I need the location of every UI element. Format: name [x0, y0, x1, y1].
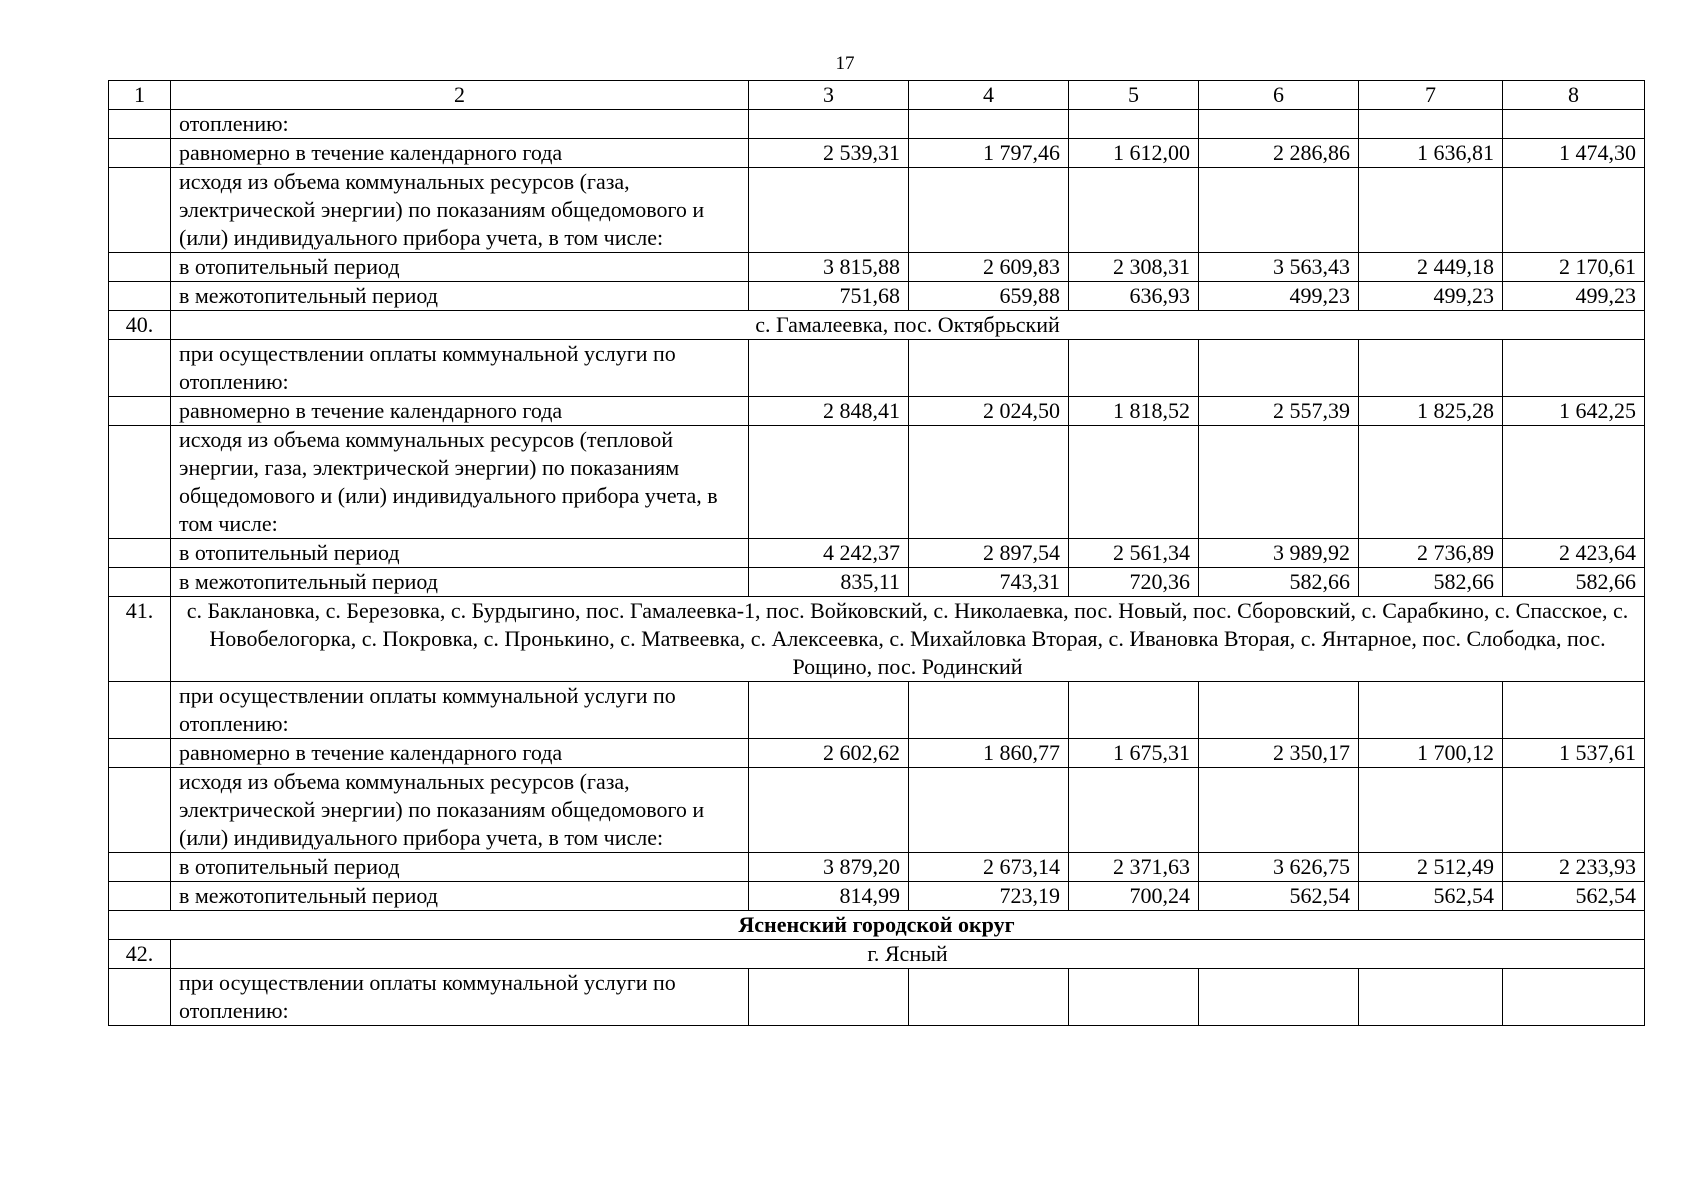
- value-cell: [1069, 110, 1199, 139]
- value-cell: 700,24: [1069, 882, 1199, 911]
- value-cell: 835,11: [749, 568, 909, 597]
- value-cell: 582,66: [1359, 568, 1503, 597]
- value-cell: 1 537,61: [1503, 739, 1645, 768]
- page-number: 17: [835, 53, 855, 74]
- row-description: в отопительный период: [171, 253, 749, 282]
- value-cell: [1199, 682, 1359, 739]
- value-cell: [1199, 340, 1359, 397]
- row-number-cell: [109, 340, 171, 397]
- district-row: [109, 911, 1645, 940]
- value-cell: [1199, 110, 1359, 139]
- value-cell: 582,66: [1503, 568, 1645, 597]
- value-cell: 1 642,25: [1503, 397, 1645, 426]
- value-cell: 499,23: [1199, 282, 1359, 311]
- value-cell: [1359, 682, 1503, 739]
- row-description: равномерно в течение календарного года: [171, 397, 749, 426]
- header-cell: 5: [1069, 81, 1199, 110]
- value-cell: [1069, 340, 1199, 397]
- value-cell: 659,88: [909, 282, 1069, 311]
- table-row: [109, 282, 1645, 311]
- header-cell: 8: [1503, 81, 1645, 110]
- table-row: [109, 168, 1645, 253]
- value-cell: [1503, 340, 1645, 397]
- table-row: [109, 539, 1645, 568]
- value-cell: [909, 682, 1069, 739]
- value-cell: [1199, 768, 1359, 853]
- value-cell: [909, 426, 1069, 539]
- value-cell: 4 242,37: [749, 539, 909, 568]
- value-cell: 582,66: [1199, 568, 1359, 597]
- row-description: в межотопительный период: [171, 882, 749, 911]
- value-cell: 2 539,31: [749, 139, 909, 168]
- table-row: [109, 397, 1645, 426]
- header-cell: 1: [109, 81, 171, 110]
- table-row: [109, 139, 1645, 168]
- value-cell: 3 879,20: [749, 853, 909, 882]
- locality-name: г. Ясный: [171, 940, 1645, 969]
- row-number-cell: [109, 568, 171, 597]
- value-cell: 1 860,77: [909, 739, 1069, 768]
- locality-row: [109, 311, 1645, 340]
- row-number-cell: [109, 397, 171, 426]
- value-cell: [1359, 110, 1503, 139]
- table-row: [109, 340, 1645, 397]
- value-cell: 2 233,93: [1503, 853, 1645, 882]
- value-cell: 2 848,41: [749, 397, 909, 426]
- value-cell: 1 612,00: [1069, 139, 1199, 168]
- value-cell: [1359, 768, 1503, 853]
- table-row: [109, 110, 1645, 139]
- value-cell: [1503, 768, 1645, 853]
- row-number-cell: [109, 253, 171, 282]
- table-row: [109, 739, 1645, 768]
- value-cell: 1 700,12: [1359, 739, 1503, 768]
- value-cell: [1359, 340, 1503, 397]
- row-description: исходя из объема коммунальных ресурсов (газа, электрической энергии) по показаниям общедомового и (или) индивидуального прибора учета, в том числе:: [171, 768, 749, 853]
- value-cell: 743,31: [909, 568, 1069, 597]
- row-number-cell: [109, 882, 171, 911]
- value-cell: 751,68: [749, 282, 909, 311]
- value-cell: [1199, 426, 1359, 539]
- table-row: [109, 682, 1645, 739]
- value-cell: 2 609,83: [909, 253, 1069, 282]
- value-cell: 2 449,18: [1359, 253, 1503, 282]
- locality-name: с. Гамалеевка, пос. Октябрьский: [171, 311, 1645, 340]
- value-cell: 1 818,52: [1069, 397, 1199, 426]
- row-number-cell: [109, 853, 171, 882]
- value-cell: 2 602,62: [749, 739, 909, 768]
- row-number-cell: [109, 168, 171, 253]
- row-number-cell: 40.: [109, 311, 171, 340]
- value-cell: 814,99: [749, 882, 909, 911]
- value-cell: 1 474,30: [1503, 139, 1645, 168]
- value-cell: 499,23: [1359, 282, 1503, 311]
- table-row: [109, 768, 1645, 853]
- value-cell: 1 825,28: [1359, 397, 1503, 426]
- value-cell: 3 626,75: [1199, 853, 1359, 882]
- row-number-cell: [109, 282, 171, 311]
- table-row: [109, 853, 1645, 882]
- value-cell: 2 371,63: [1069, 853, 1199, 882]
- value-cell: [749, 426, 909, 539]
- value-cell: [1069, 168, 1199, 253]
- row-number-cell: [109, 969, 171, 1026]
- value-cell: 2 557,39: [1199, 397, 1359, 426]
- value-cell: 2 561,34: [1069, 539, 1199, 568]
- table-row: [109, 969, 1645, 1026]
- row-description: равномерно в течение календарного года: [171, 739, 749, 768]
- row-description: при осуществлении оплаты коммунальной услуги по отоплению:: [171, 969, 749, 1026]
- row-number-cell: [109, 539, 171, 568]
- row-description: в межотопительный период: [171, 282, 749, 311]
- row-description: в межотопительный период: [171, 568, 749, 597]
- header-cell: 3: [749, 81, 909, 110]
- value-cell: [1503, 682, 1645, 739]
- locality-row: [109, 597, 1645, 682]
- value-cell: [1503, 168, 1645, 253]
- value-cell: 3 563,43: [1199, 253, 1359, 282]
- value-cell: [909, 969, 1069, 1026]
- table-row: [109, 253, 1645, 282]
- row-description: при осуществлении оплаты коммунальной услуги по отоплению:: [171, 340, 749, 397]
- value-cell: [1503, 969, 1645, 1026]
- value-cell: [1359, 168, 1503, 253]
- value-cell: 636,93: [1069, 282, 1199, 311]
- value-cell: [749, 969, 909, 1026]
- value-cell: 2 170,61: [1503, 253, 1645, 282]
- value-cell: 2 512,49: [1359, 853, 1503, 882]
- value-cell: 2 897,54: [909, 539, 1069, 568]
- value-cell: 562,54: [1199, 882, 1359, 911]
- value-cell: 2 423,64: [1503, 539, 1645, 568]
- locality-name: с. Баклановка, с. Березовка, с. Бурдыгино, пос. Гамалеевка-1, пос. Войковский, с. Николаевка, пос. Новый, пос. Сборовский, с. Сарабкино, с. Спасское, с. Новобелогорка, с. Покровка, с. Пронькино, с. Матвеевка, с. Алексеевка, с. Михайловка Вторая, с. Ивановка Вторая, с. Янтарное, пос. Слободка, пос. Рощино, пос. Родинский: [171, 597, 1645, 682]
- value-cell: [749, 682, 909, 739]
- value-cell: [1069, 426, 1199, 539]
- value-cell: [1503, 110, 1645, 139]
- header-row: [109, 81, 1645, 110]
- row-description: в отопительный период: [171, 853, 749, 882]
- value-cell: [1069, 969, 1199, 1026]
- tariff-table: [108, 80, 1645, 1026]
- value-cell: [749, 768, 909, 853]
- value-cell: [749, 340, 909, 397]
- row-number-cell: [109, 768, 171, 853]
- table-body: [109, 81, 1645, 1026]
- row-number-cell: [109, 682, 171, 739]
- value-cell: 2 024,50: [909, 397, 1069, 426]
- value-cell: [1359, 426, 1503, 539]
- value-cell: [1069, 768, 1199, 853]
- value-cell: [1359, 969, 1503, 1026]
- row-number-cell: [109, 426, 171, 539]
- value-cell: 2 286,86: [1199, 139, 1359, 168]
- table-row: [109, 882, 1645, 911]
- table-row: [109, 426, 1645, 539]
- row-number-cell: 41.: [109, 597, 171, 682]
- value-cell: 562,54: [1503, 882, 1645, 911]
- locality-row: [109, 940, 1645, 969]
- value-cell: 720,36: [1069, 568, 1199, 597]
- row-description: при осуществлении оплаты коммунальной услуги по отоплению:: [171, 682, 749, 739]
- row-number-cell: [109, 739, 171, 768]
- value-cell: 1 675,31: [1069, 739, 1199, 768]
- value-cell: [909, 168, 1069, 253]
- row-number-cell: [109, 110, 171, 139]
- value-cell: 2 736,89: [1359, 539, 1503, 568]
- value-cell: 3 815,88: [749, 253, 909, 282]
- header-cell: 6: [1199, 81, 1359, 110]
- header-cell: 7: [1359, 81, 1503, 110]
- value-cell: [909, 110, 1069, 139]
- value-cell: [1503, 426, 1645, 539]
- value-cell: [909, 340, 1069, 397]
- value-cell: 2 350,17: [1199, 739, 1359, 768]
- value-cell: 3 989,92: [1199, 539, 1359, 568]
- value-cell: [749, 168, 909, 253]
- value-cell: 723,19: [909, 882, 1069, 911]
- value-cell: [1199, 969, 1359, 1026]
- value-cell: 1 636,81: [1359, 139, 1503, 168]
- row-description: равномерно в течение календарного года: [171, 139, 749, 168]
- value-cell: [909, 768, 1069, 853]
- row-number-cell: [109, 139, 171, 168]
- row-description: исходя из объема коммунальных ресурсов (тепловой энергии, газа, электрической энергии) по показаниям общедомового и (или) индивидуального прибора учета, в том числе:: [171, 426, 749, 539]
- header-cell: 2: [171, 81, 749, 110]
- row-description: исходя из объема коммунальных ресурсов (газа, электрической энергии) по показаниям общедомового и (или) индивидуального прибора учета, в том числе:: [171, 168, 749, 253]
- table-row: [109, 568, 1645, 597]
- row-description: отоплению:: [171, 110, 749, 139]
- value-cell: 1 797,46: [909, 139, 1069, 168]
- row-description: в отопительный период: [171, 539, 749, 568]
- row-number-cell: 42.: [109, 940, 171, 969]
- value-cell: 499,23: [1503, 282, 1645, 311]
- value-cell: 562,54: [1359, 882, 1503, 911]
- value-cell: [749, 110, 909, 139]
- value-cell: 2 673,14: [909, 853, 1069, 882]
- district-name: Ясненский городской округ: [109, 911, 1645, 940]
- value-cell: [1069, 682, 1199, 739]
- value-cell: 2 308,31: [1069, 253, 1199, 282]
- header-cell: 4: [909, 81, 1069, 110]
- value-cell: [1199, 168, 1359, 253]
